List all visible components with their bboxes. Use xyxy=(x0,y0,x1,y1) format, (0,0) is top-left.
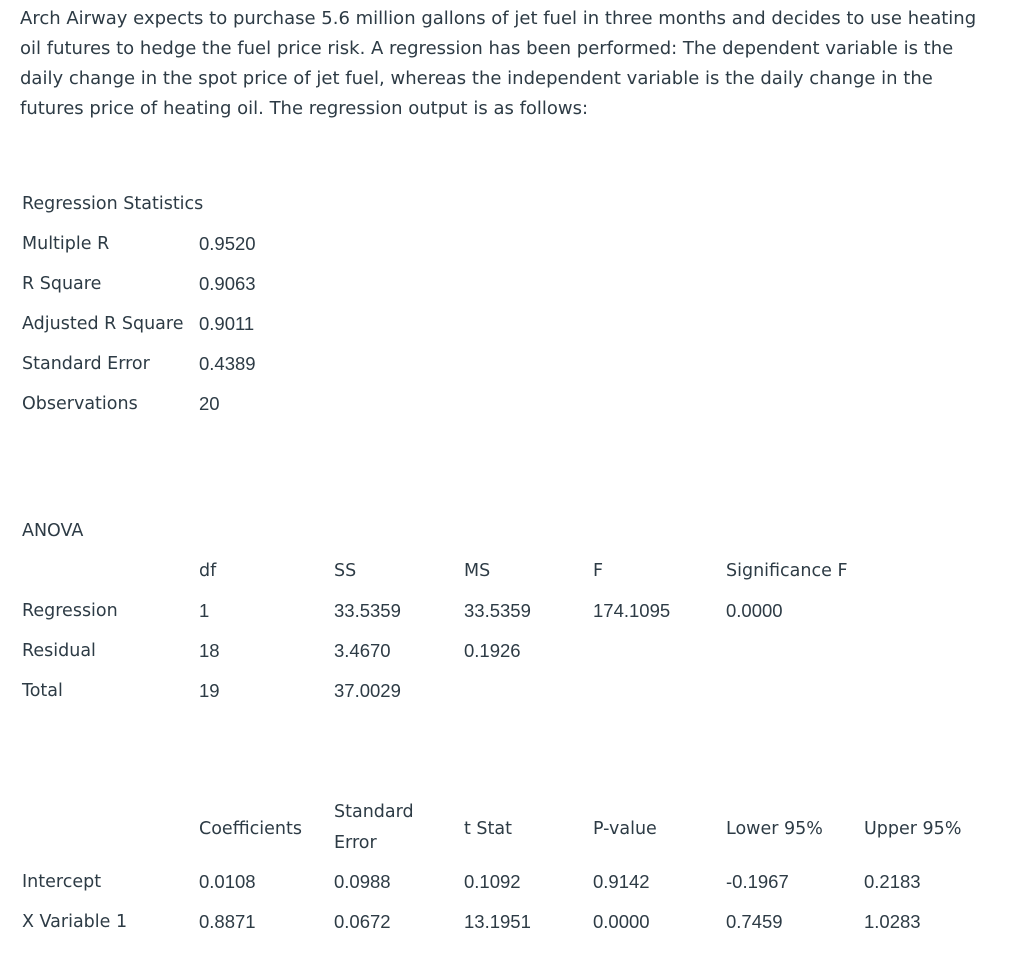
coef-intercept-p-value: 0.9142 xyxy=(593,871,650,892)
stat-value-adjusted-r-square: 0.9011 xyxy=(199,313,255,334)
stat-label-multiple-r: Multiple R xyxy=(22,234,110,254)
stat-value-standard-error: 0.4389 xyxy=(199,353,256,374)
anova-total-df: 19 xyxy=(199,680,220,701)
coef-x-variable-1-t-stat: 13.1951 xyxy=(464,911,531,932)
coef-header-p-value: P-value xyxy=(593,819,657,839)
anova-regression-f: 174.1095 xyxy=(593,600,671,621)
anova-header-df: df xyxy=(199,561,217,581)
coef-row-label-x-variable-1: X Variable 1 xyxy=(22,912,128,932)
anova-header-f: F xyxy=(593,561,604,581)
anova-residual-ss: 3.4670 xyxy=(334,640,391,661)
anova-header-ms: MS xyxy=(464,561,491,581)
stat-label-standard-error: Standard Error xyxy=(22,354,150,374)
coef-intercept-upper-95: 0.2183 xyxy=(864,871,921,892)
stat-value-r-square: 0.9063 xyxy=(199,273,256,294)
coef-header-standard-error: Standard Error xyxy=(334,802,414,853)
anova-regression-ms: 33.5359 xyxy=(464,600,531,621)
anova-row-label-residual: Residual xyxy=(22,641,96,661)
anova-regression-significance-f: 0.0000 xyxy=(726,600,783,621)
anova-row-label-regression: Regression xyxy=(22,601,118,621)
coef-header-upper-95: Upper 95% xyxy=(864,819,962,839)
stat-label-observations: Observations xyxy=(22,394,138,414)
coef-x-variable-1-upper-95: 1.0283 xyxy=(864,911,921,932)
anova-regression-df: 1 xyxy=(199,600,210,621)
stat-label-r-square: R Square xyxy=(22,274,102,294)
coef-header-lower-95: Lower 95% xyxy=(726,819,823,839)
anova-regression-ss: 33.5359 xyxy=(334,600,401,621)
regression-statistics-title: Regression Statistics xyxy=(22,194,204,214)
coef-row-label-intercept: Intercept xyxy=(22,872,102,892)
anova-title: ANOVA xyxy=(22,521,84,541)
coef-intercept-coefficient: 0.0108 xyxy=(199,871,256,892)
coef-intercept-t-stat: 0.1092 xyxy=(464,871,521,892)
coef-intercept-standard-error: 0.0988 xyxy=(334,871,391,892)
problem-statement: Arch Airway expects to purchase 5.6 million gallons of jet fuel in three months and decides to use heating oil futures to hedge the fuel price risk. A regression has been performed: The dependent variable is the daily change in the spot price of jet fuel, whereas the independent variable is the daily change in the futures price of heating oil. The regression output is as follows: xyxy=(20,8,977,119)
stat-value-observations: 20 xyxy=(199,393,220,414)
anova-residual-df: 18 xyxy=(199,640,220,661)
anova-header-significance-f: Significance F xyxy=(726,561,848,581)
stat-value-multiple-r: 0.9520 xyxy=(199,233,256,254)
coef-x-variable-1-lower-95: 0.7459 xyxy=(726,911,783,932)
coef-intercept-lower-95: -0.1967 xyxy=(726,871,789,892)
coef-x-variable-1-standard-error: 0.0672 xyxy=(334,911,391,932)
coef-header-t-stat: t Stat xyxy=(464,819,512,839)
coef-header-coefficients: Coefficients xyxy=(199,819,302,839)
coef-x-variable-1-p-value: 0.0000 xyxy=(593,911,650,932)
anova-total-ss: 37.0029 xyxy=(334,680,401,701)
anova-row-label-total: Total xyxy=(22,681,63,701)
coef-x-variable-1-coefficient: 0.8871 xyxy=(199,911,256,932)
stat-label-adjusted-r-square: Adjusted R Square xyxy=(22,314,184,334)
anova-residual-ms: 0.1926 xyxy=(464,640,521,661)
anova-header-ss: SS xyxy=(334,561,357,581)
